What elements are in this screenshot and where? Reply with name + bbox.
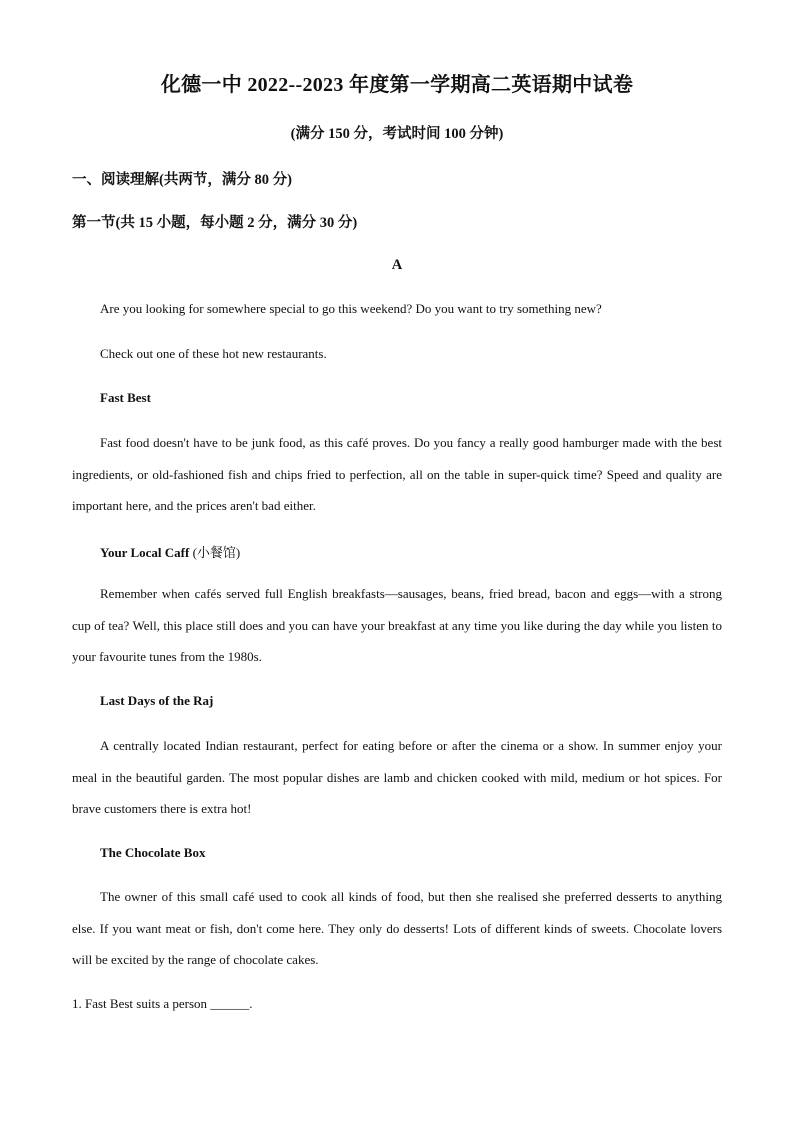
question-item: 1. Fast Best suits a person ______. [72, 996, 253, 1011]
section-heading: 第一节(共 15 小题，每小题 2 分，满分 30 分) [72, 215, 358, 231]
restaurant-description: Remember when cafés served full English breakfasts—sausages, beans, fried bread, bacon and eggs—with a strong cup of tea? Well, this place still does and you can have your breakfast at any time you like during the day while you listen to your favourite tunes from the 1980s. [72, 586, 722, 664]
restaurant-description: The owner of this small café used to cook all kinds of food, but then she realised she preferred desserts to anything else. If you want meat or fish, don't come here. They only do desserts! Lots of different kinds of sweets. Chocolate lovers will be excited by the range of chocolate cakes. [72, 889, 722, 967]
restaurant-title: Last Days of the Raj [100, 693, 214, 708]
restaurant-name [100, 390, 151, 406]
restaurant-title: The Chocolate Box [100, 845, 206, 860]
exam-subtitle: (满分 150 分，考试时间 100 分钟) [290, 126, 504, 142]
passage-intro: Are you looking for somewhere special to go this weekend? Do you want to try something new? [100, 301, 602, 316]
exam-title: 化德一中 2022--2023 年度第一学期高二英语期中试卷 [160, 74, 634, 96]
restaurant-name [100, 693, 213, 709]
restaurant-description: Fast food doesn't have to be junk food, as this café proves. Do you fancy a really good hamburger made with the best ingredients, or old-fashioned fish and chips fried to perfection, all on the table in super-quick time? Speed and quality are important here, and the prices aren't bad either. [72, 435, 722, 513]
passage-intro: Check out one of these hot new restaurants. [100, 346, 327, 361]
restaurant-note: (小餐馆) [192, 545, 241, 560]
part-heading-reading: 一、阅读理解(共两节，满分 80 分) [72, 172, 292, 188]
restaurant-title: Fast Best [100, 390, 151, 405]
restaurant-description: A centrally located Indian restaurant, perfect for eating before or after the cinema or a show. In summer enjoy your meal in the beautiful garden. The most popular dishes are lamb and chicken cooked with mild, medium or hot spices. For brave customers there is extra hot! [72, 738, 722, 816]
restaurant-name [100, 542, 240, 561]
restaurant-title: Your Local Caff [100, 545, 190, 560]
restaurant-name [100, 845, 205, 861]
passage-letter: A [391, 257, 403, 273]
